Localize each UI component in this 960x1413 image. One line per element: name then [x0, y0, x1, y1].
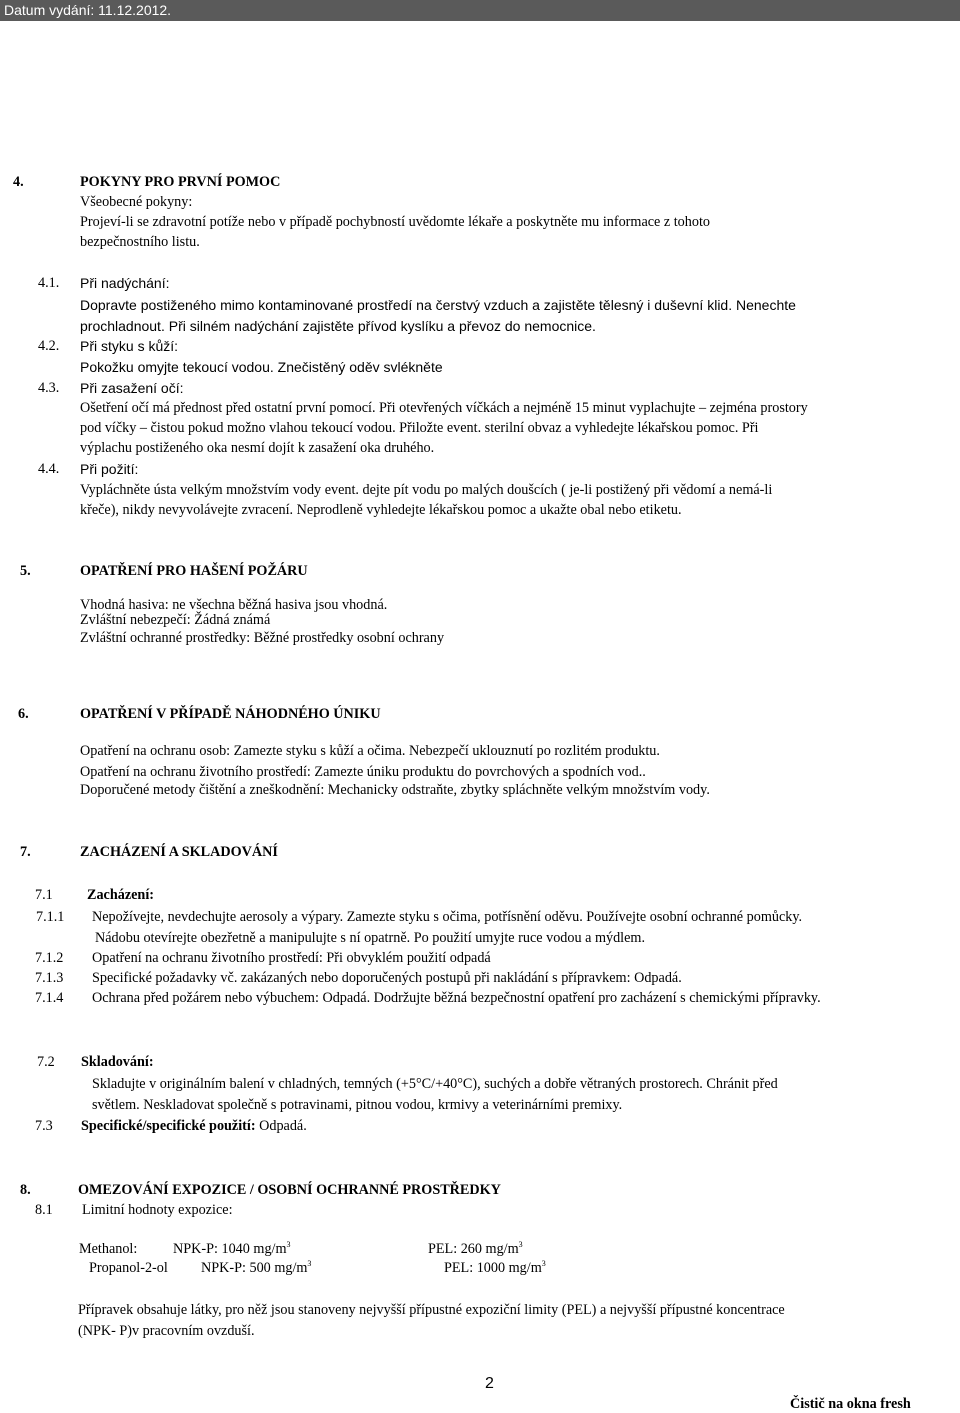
subsection-8-1-number: 8.1 — [35, 1202, 53, 1218]
handling-text-line: Nádobu otevírejte obezřetně a manipulujte s ní opatrně. Po použití umyjte ruce vodou a mýdlem. — [95, 930, 646, 946]
ingestion-text-line: křeče), nikdy nevyvolávejte zvracení. Neprodleně vyhledejte lékařskou pomoc a ukažte obal nebo etiketu. — [80, 502, 682, 518]
exposure-note-line: (NPK- P)v pracovním ovzduší. — [78, 1323, 255, 1339]
handling-text-line: Specifické požadavky vč. zakázaných nebo doporučených postupů při nakládání s přípravkem: Odpadá. — [92, 970, 682, 986]
limit-npk: NPK-P: 500 $mg/m^3$ — [201, 1259, 312, 1276]
skin-contact-text: Pokožku omyjte tekoucí vodou. Znečistěný oděv svlékněte — [80, 359, 443, 375]
section-8-number: 8. — [20, 1182, 31, 1198]
subsection-7-3-label: Specifické/specifické použití: — [81, 1118, 256, 1134]
limit-substance: Propanol-2-ol — [89, 1260, 168, 1276]
eye-contact-text-line: výplachu postiženého oka nesmí dojít k zasažení oka druhého. — [80, 440, 435, 456]
section-5-title: OPATŘENÍ PRO HAŠENÍ POŽÁRU — [80, 563, 308, 579]
subsection-7-1-4-number: 7.1.4 — [35, 990, 64, 1006]
subsection-4-4-label: Při požití: — [80, 461, 139, 477]
subsection-4-1-number: 4.1. — [38, 275, 60, 291]
handling-text-line: Nepožívejte, nevdechujte aerosoly a výpary. Zamezte styku s očima, potřísnění oděvu. Používejte osobní ochranné pomůcky. — [92, 909, 803, 925]
product-name: Čistič na okna fresh — [790, 1396, 911, 1412]
storage-text-line: Skladujte v originálním balení v chladných, temných (+5°C/+40°C), suchých a dobře větraných prostorech. Chránit před — [92, 1076, 778, 1092]
subsection-8-1-label: Limitní hodnoty expozice: — [82, 1202, 233, 1218]
general-label: Všeobecné pokyny: — [80, 194, 193, 210]
ingestion-text-line: Vypláchněte ústa velkým množstvím vody event. dejte pít vodu po malých doušcích ( je-li postižený při vědomí a nemá-li — [80, 482, 773, 498]
general-text-line: Projeví-li se zdravotní potíže nebo v případě pochybností uvědomte lékaře a poskytněte mu informace z tohoto — [80, 214, 710, 230]
subsection-4-3-label: Při zasažení očí: — [80, 380, 184, 396]
subsection-7-2-label: Skladování: — [81, 1054, 154, 1070]
issue-date: Datum vydání: 11.12.2012. — [4, 2, 172, 18]
limit-pel: PEL: 1000 $mg/m^3$ — [444, 1259, 546, 1276]
subsection-4-2-label: Při styku s kůží: — [80, 338, 179, 354]
subsection-7-1-1-number: 7.1.1 — [36, 909, 65, 925]
section-4-title: POKYNY PRO PRVNÍ POMOC — [80, 174, 281, 190]
accidental-release-text-line: Opatření na ochranu osob: Zamezte styku s kůží a očima. Nebezpečí uklouznutí po rozlitém produktu. — [80, 743, 660, 759]
accidental-release-text-line: Opatření na ochranu životního prostředí: Zamezte úniku produktu do povrchových a spodních vod.. — [80, 764, 646, 780]
section-8-title: OMEZOVÁNÍ EXPOZICE / OSOBNÍ OCHRANNÉ PROSTŘEDKY — [78, 1182, 501, 1198]
exposure-note-line: Přípravek obsahuje látky, pro něž jsou stanoveny nejvyšší přípustné expoziční limity (PEL) a nejvyšší přípustné koncentrace — [78, 1302, 785, 1318]
subsection-7-1-2-number: 7.1.2 — [35, 950, 64, 966]
section-5-number: 5. — [20, 563, 31, 579]
specific-use-value: Odpadá. — [259, 1118, 307, 1134]
storage-text-line: světlem. Neskladovat společně s potravinami, pitnou vodou, krmivy a veterinárními premixy. — [92, 1097, 623, 1113]
subsection-7-2-number: 7.2 — [37, 1054, 55, 1070]
firefighting-text-line: Vhodná hasiva: ne všechna běžná hasiva jsou vhodná. — [80, 597, 388, 613]
subsection-7-1-3-number: 7.1.3 — [35, 970, 64, 986]
firefighting-text-line: Zvláštní nebezpečí: Žádná známá — [80, 612, 271, 628]
section-6-number: 6. — [18, 706, 29, 722]
limit-pel: PEL: 260 $mg/m^3$ — [428, 1240, 523, 1257]
section-4-number: 4. — [13, 174, 24, 190]
subsection-4-1-label: Při nadýchání: — [80, 275, 170, 291]
firefighting-text-line: Zvláštní ochranné prostředky: Běžné prostředky osobní ochrany — [80, 630, 445, 646]
accidental-release-text-line: Doporučené metody čištění a zneškodnění: Mechanicky odstraňte, zbytky spláchněte velkým množstvím vody. — [80, 782, 710, 798]
section-7-number: 7. — [20, 844, 31, 860]
subsection-4-3-number: 4.3. — [38, 380, 60, 396]
limit-npk: NPK-P: 1040 $mg/m^3$ — [173, 1240, 291, 1257]
inhalation-text-line: prochladnout. Při silném nadýchání zajistěte přívod kyslíku a převoz do nemocnice. — [80, 318, 596, 334]
inhalation-text-line: Dopravte postiženého mimo kontaminované prostředí na čerstvý vzduch a zajistěte tělesný i duševní klid. Nenechte — [80, 297, 796, 313]
subsection-7-1-label: Zacházení: — [87, 887, 154, 903]
page-number: 2 — [485, 1375, 494, 1392]
eye-contact-text-line: pod víčky – čistou pokud možno vlahou tekoucí vodou. Přiložte event. sterilní obvaz a vyhledejte lékařskou pomoc. Při — [80, 420, 759, 436]
issue-date-bar — [0, 0, 960, 21]
handling-text-line: Ochrana před požárem nebo výbuchem: Odpadá. Dodržujte běžná bezpečnostní opatření pro zacházení s chemickými přípravky. — [92, 990, 821, 1006]
section-7-title: ZACHÁZENÍ A SKLADOVÁNÍ — [80, 844, 278, 860]
specific-use-line — [81, 1118, 307, 1135]
eye-contact-text-line: Ošetření očí má přednost před ostatní první pomocí. Při otevřených víčkách a nejméně 15 minut vyplachujte – zejména prostory — [80, 400, 808, 416]
handling-text-line: Opatření na ochranu životního prostředí: Při obvyklém použití odpadá — [92, 950, 491, 966]
subsection-4-4-number: 4.4. — [38, 461, 60, 477]
subsection-7-1-number: 7.1 — [35, 887, 53, 903]
general-text-line: bezpečnostního listu. — [80, 234, 200, 250]
subsection-7-3-number: 7.3 — [35, 1118, 53, 1134]
subsection-4-2-number: 4.2. — [38, 338, 60, 354]
limit-substance: Methanol: — [79, 1241, 138, 1257]
section-6-title: OPATŘENÍ V PŘÍPADĚ NÁHODNÉHO ÚNIKU — [80, 706, 381, 722]
